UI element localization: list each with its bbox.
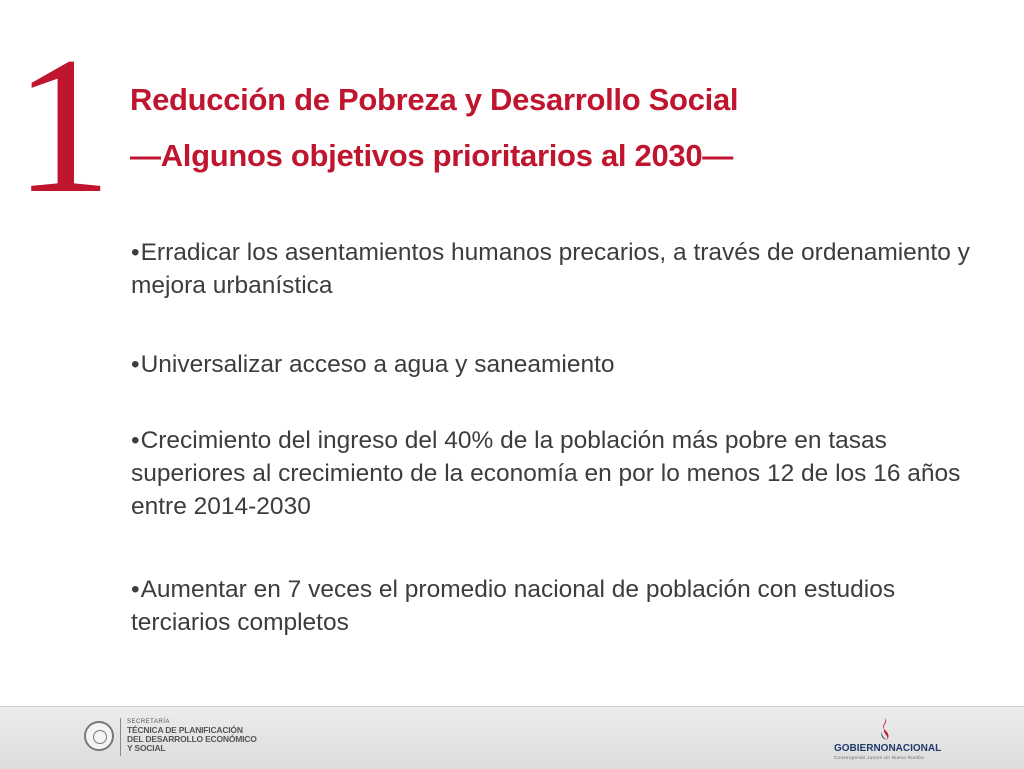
bullet-text: Erradicar los asentamientos humanos precarios, a través de ordenamiento y mejora urbanística: [131, 239, 970, 299]
gobierno-tagline: Construyendo Juntos Un Nuevo Rumbo: [834, 755, 924, 760]
secretaria-name: [127, 726, 267, 753]
secretaria-line-3: Y SOCIAL: [127, 743, 166, 753]
bullet-text: Crecimiento del ingreso del 40% de la población más pobre en tasas superiores al crecimiento de la economía en por lo menos 12 de los 16 años entre 2014-2030: [131, 427, 961, 520]
secretaria-label: SECRETARÍA: [127, 719, 170, 725]
title-line-1: Reducción de Pobreza y Desarrollo Social: [130, 82, 739, 117]
list-item: [131, 236, 991, 302]
national-seal-icon: [84, 721, 114, 751]
secretaria-line-2: DEL DESARROLLO ECONÓMICO: [127, 734, 257, 744]
secretaria-line-1: TÉCNICA DE PLANIFICACIÓN: [127, 725, 243, 735]
bullet-text: Universalizar acceso a agua y saneamiento: [140, 351, 615, 378]
gobierno-wordmark: GOBIERNONACIONAL: [834, 743, 942, 754]
gobierno-nacional-logo: [834, 717, 946, 761]
footer-divider: [120, 718, 121, 756]
list-item: [131, 573, 991, 639]
list-item: [131, 348, 615, 381]
bullet-icon: •: [131, 576, 140, 603]
title-line-2: —Algunos objetivos prioritarios al 2030—: [130, 138, 733, 173]
bullet-text: Aumentar en 7 veces el promedio nacional de población con estudios terciarios completos: [131, 576, 896, 636]
list-item: [131, 424, 991, 523]
flame-icon: [878, 717, 892, 741]
footer-bar: [0, 706, 1024, 769]
slide-title: [130, 72, 990, 184]
bullet-icon: •: [131, 427, 140, 454]
bullet-icon: •: [131, 351, 140, 378]
bullet-icon: •: [131, 239, 140, 266]
section-number: 1: [14, 17, 112, 234]
